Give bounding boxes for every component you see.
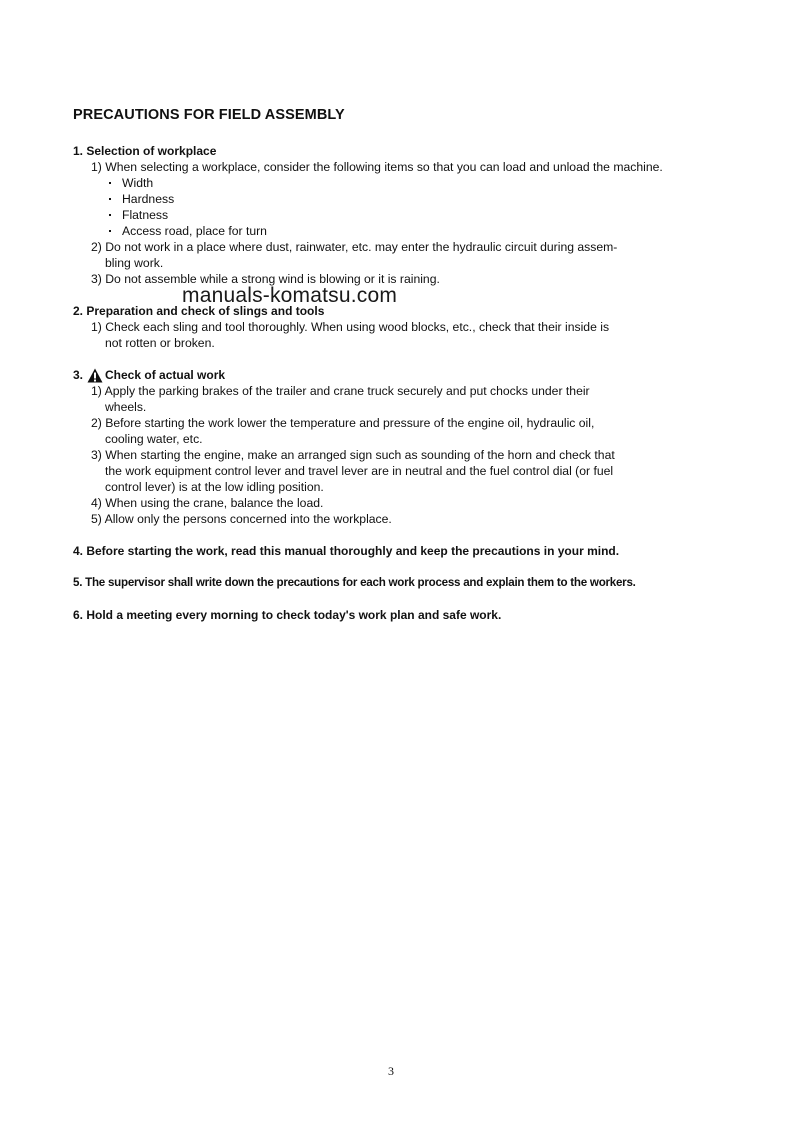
item-number: 3) — [91, 272, 102, 286]
statement-morning-meeting: 6. Hold a meeting every morning to check today's work plan and safe work. — [73, 608, 502, 622]
item-text-continued: wheels. — [105, 400, 147, 414]
statement-supervisor: 5. The supervisor shall write down the precautions for each work process and explain them to the workers. — [73, 576, 636, 589]
bullet-icon — [109, 214, 111, 216]
item-number: 2) — [91, 240, 102, 254]
item-number: 1) — [91, 384, 102, 398]
item-number: 4) — [91, 496, 102, 510]
item-text: Do not work in a place where dust, rainwater, etc. may enter the hydraulic circuit during assem- — [105, 240, 618, 254]
list-item — [75, 383, 723, 415]
page-title: PRECAUTIONS FOR FIELD ASSEMBLY — [73, 107, 345, 123]
bullet-item — [73, 191, 723, 207]
section-heading-text: Check of actual work — [105, 368, 226, 382]
item-number: 1) — [91, 160, 102, 174]
section-heading: 1. Selection of workplace — [73, 144, 217, 158]
bullet-item — [73, 175, 723, 191]
section-heading — [73, 367, 723, 383]
section-preparation-slings-tools — [73, 303, 723, 351]
list-item — [75, 159, 723, 175]
item-text-continued: not rotten or broken. — [105, 336, 215, 350]
bullet-item — [73, 207, 723, 223]
bullet-icon — [109, 182, 111, 184]
item-number: 1) — [91, 320, 102, 334]
item-number: 3) — [91, 448, 102, 462]
list-item — [75, 239, 723, 271]
bullet-text: Flatness — [122, 208, 169, 222]
list-item — [75, 495, 723, 511]
item-text: When using the crane, balance the load. — [105, 496, 324, 510]
list-item — [75, 271, 723, 287]
item-text-continued: control lever) is at the low idling position. — [105, 480, 324, 494]
item-number: 2) — [91, 416, 102, 430]
bullet-item — [73, 223, 723, 239]
item-text: When selecting a workplace, consider the following items so that you can load and unload the machine. — [105, 160, 663, 174]
list-item — [75, 447, 723, 495]
bullet-text: Width — [122, 176, 154, 190]
item-text-continued: cooling water, etc. — [105, 432, 203, 446]
list-item — [75, 511, 723, 527]
list-item — [75, 415, 723, 447]
watermark: manuals-komatsu.com — [182, 284, 398, 307]
item-text-continued: bling work. — [105, 256, 164, 270]
bullet-icon — [109, 230, 111, 232]
item-text: When starting the engine, make an arranged sign such as sounding of the horn and check that — [105, 448, 615, 462]
item-text: Apply the parking brakes of the trailer and crane truck securely and put chocks under their — [104, 384, 590, 398]
section-number: 3. — [73, 368, 84, 382]
item-text: Check each sling and tool thoroughly. When using wood blocks, etc., check that their inside is — [105, 320, 610, 334]
warning-triangle-icon — [87, 368, 103, 383]
section-selection-of-workplace — [73, 143, 723, 287]
section-heading: 2. Preparation and check of slings and tools — [73, 304, 325, 318]
item-text: Do not assemble while a strong wind is blowing or it is raining. — [105, 272, 440, 286]
section-check-actual-work — [73, 367, 723, 527]
bullet-icon — [109, 198, 111, 200]
item-text: Before starting the work lower the temperature and pressure of the engine oil, hydraulic oil, — [105, 416, 595, 430]
bullet-text: Hardness — [122, 192, 175, 206]
item-text: Allow only the persons concerned into the workplace. — [104, 512, 392, 526]
statement-read-manual: 4. Before starting the work, read this manual thoroughly and keep the precautions in your mind. — [73, 544, 620, 558]
item-text-continued: the work equipment control lever and travel lever are in neutral and the fuel control dial (or fuel — [105, 464, 614, 478]
item-number: 5) — [91, 512, 102, 526]
list-item — [75, 319, 723, 351]
page-number: 3 — [388, 1064, 394, 1078]
bullet-text: Access road, place for turn — [122, 224, 267, 238]
